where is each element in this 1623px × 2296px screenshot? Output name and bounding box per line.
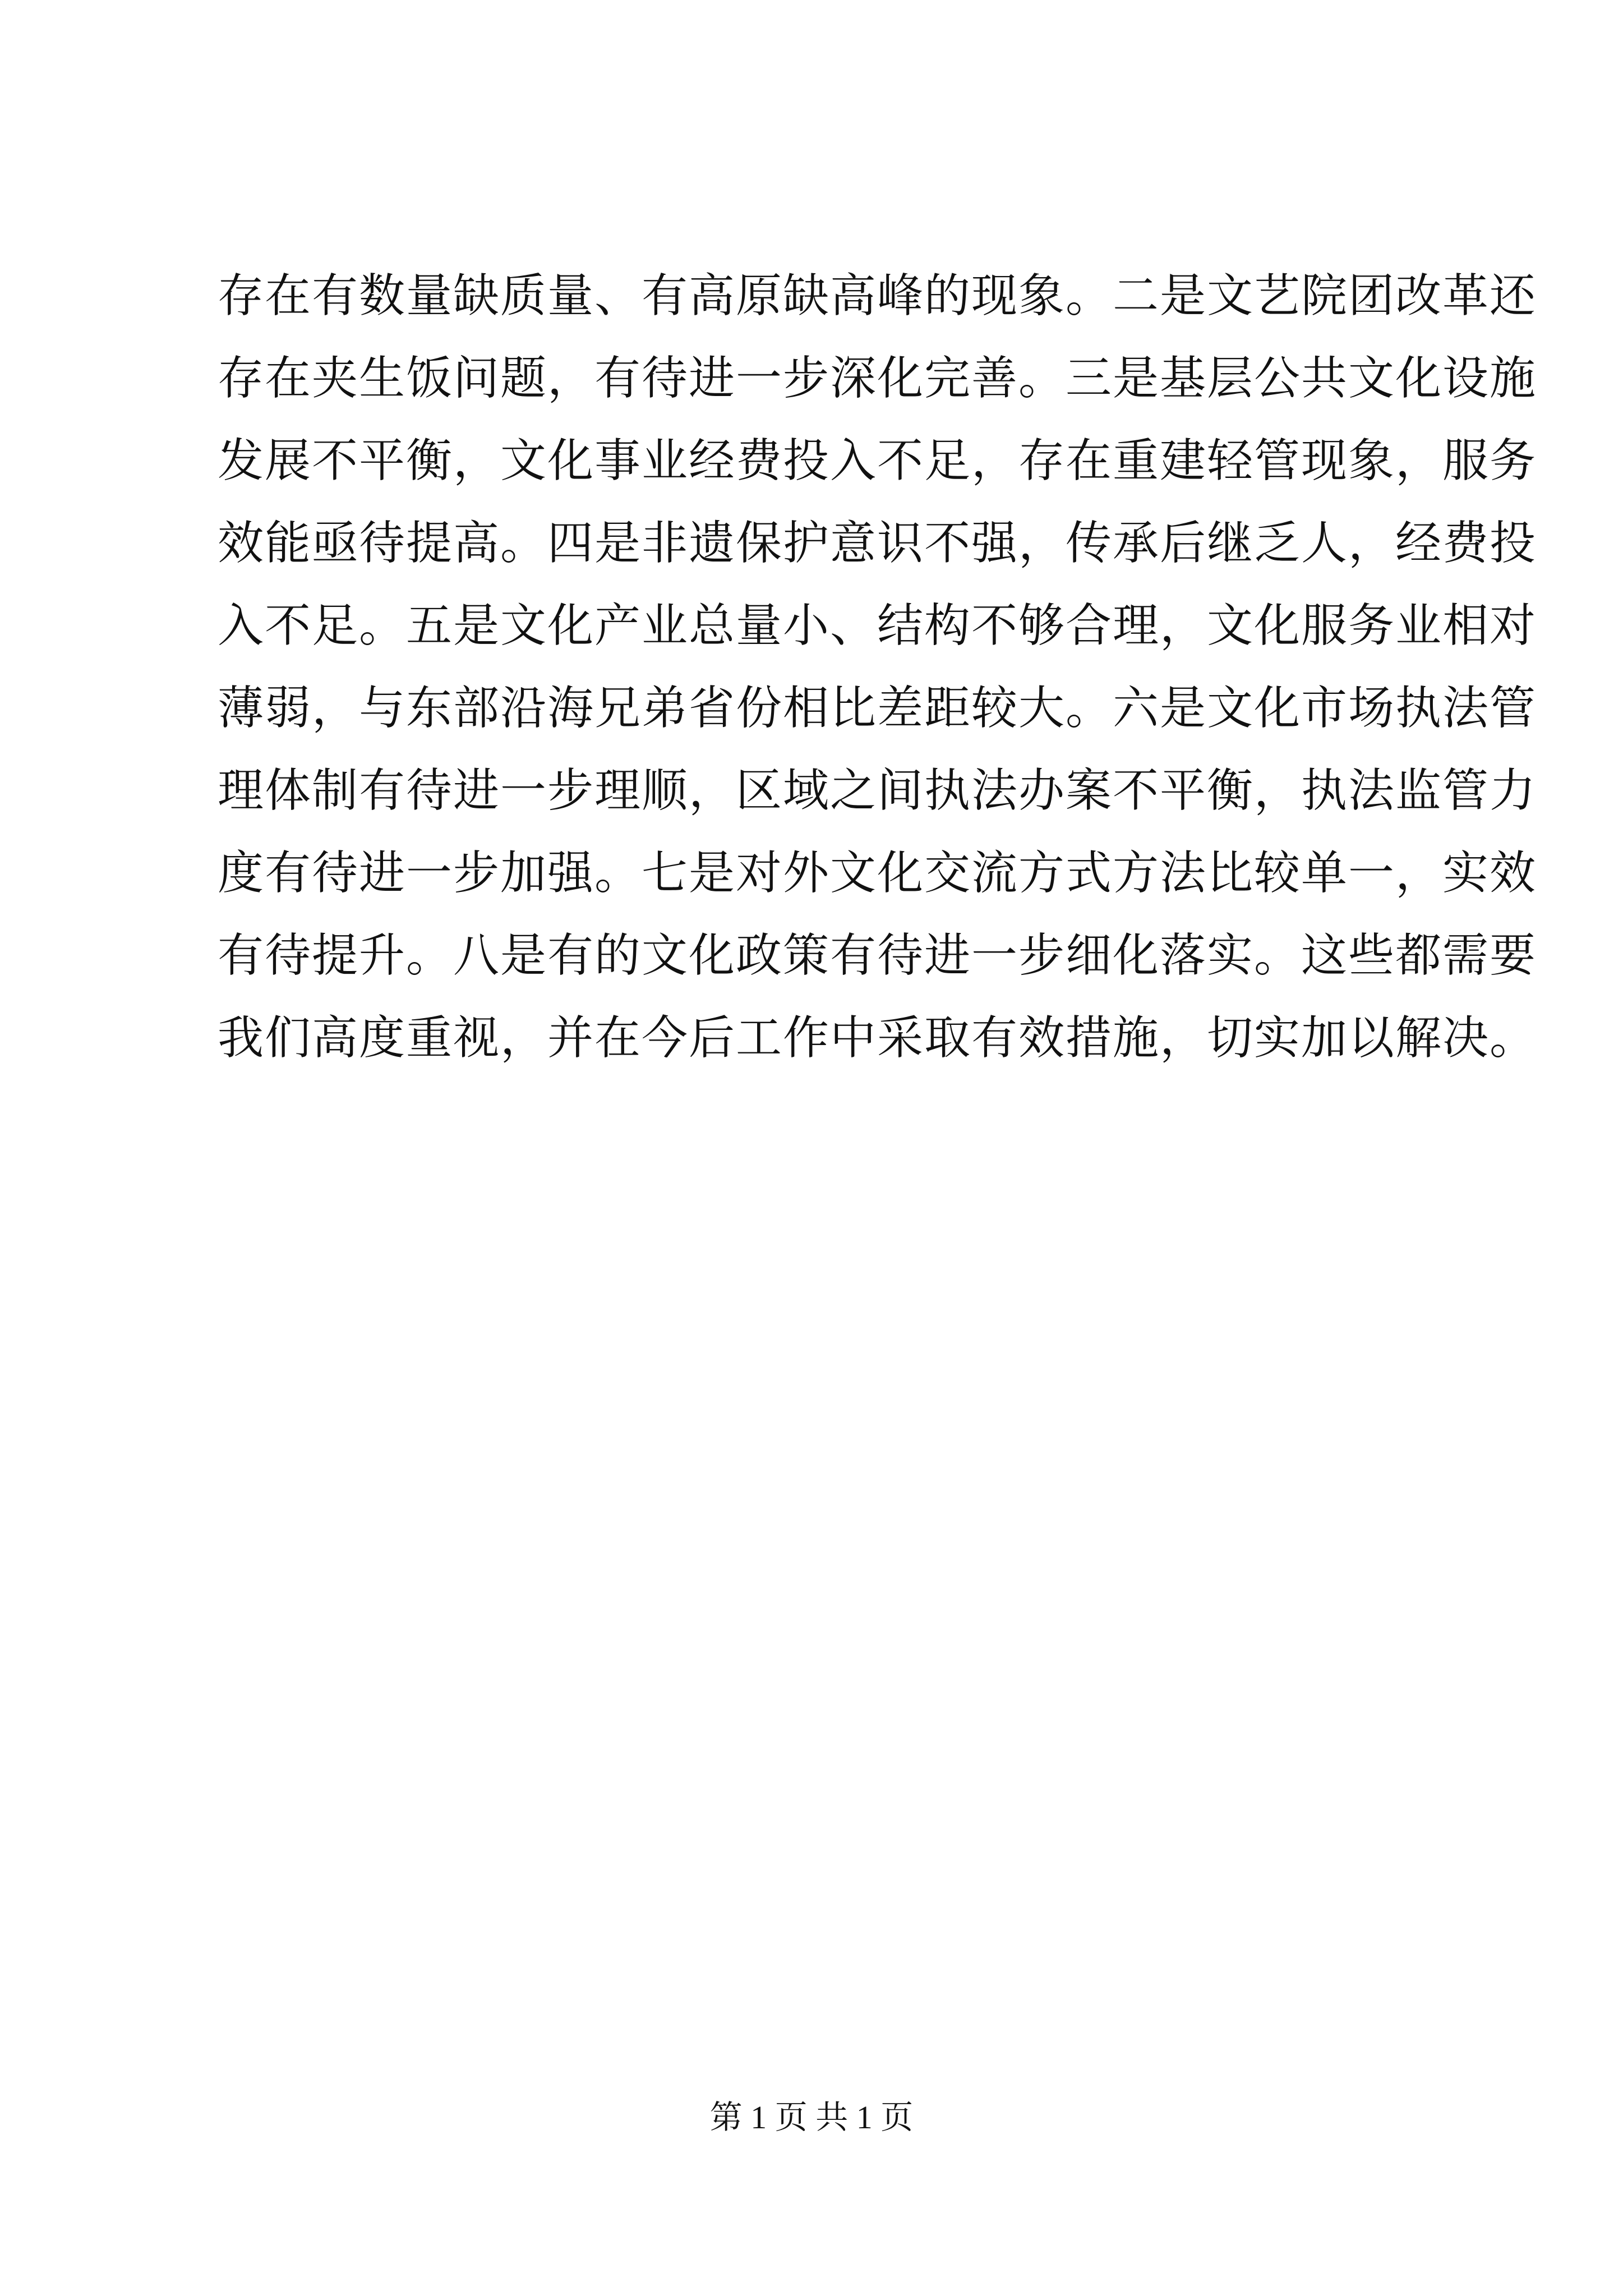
- text-line: 存在有数量缺质量、有高原缺高峰的现象。二是文艺院团改革还: [218, 269, 1537, 323]
- body-paragraph: [218, 255, 1537, 1079]
- text-line: 理体制有待进一步理顺，区域之间执法办案不平衡，执法监管力: [218, 764, 1537, 817]
- text-line: 度有待进一步加强。七是对外文化交流方式方法比较单一，实效: [218, 846, 1537, 900]
- text-line: 我们高度重视，并在今后工作中采取有效措施，切实加以解决。: [218, 1011, 1537, 1065]
- text-line: 发展不平衡，文化事业经费投入不足，存在重建轻管现象，服务: [218, 434, 1537, 487]
- text-line: 入不足。五是文化产业总量小、结构不够合理，文化服务业相对: [218, 599, 1537, 652]
- text-line: 存在夹生饭问题，有待进一步深化完善。三是基层公共文化设施: [218, 352, 1537, 405]
- page-number-footer: 第 1 页 共 1 页: [709, 2099, 914, 2136]
- text-line: 有待提升。八是有的文化政策有待进一步细化落实。这些都需要: [218, 929, 1537, 982]
- text-line: 薄弱，与东部沿海兄弟省份相比差距较大。六是文化市场执法管: [218, 682, 1537, 735]
- text-line: 效能亟待提高。四是非遗保护意识不强，传承后继乏人，经费投: [218, 517, 1537, 570]
